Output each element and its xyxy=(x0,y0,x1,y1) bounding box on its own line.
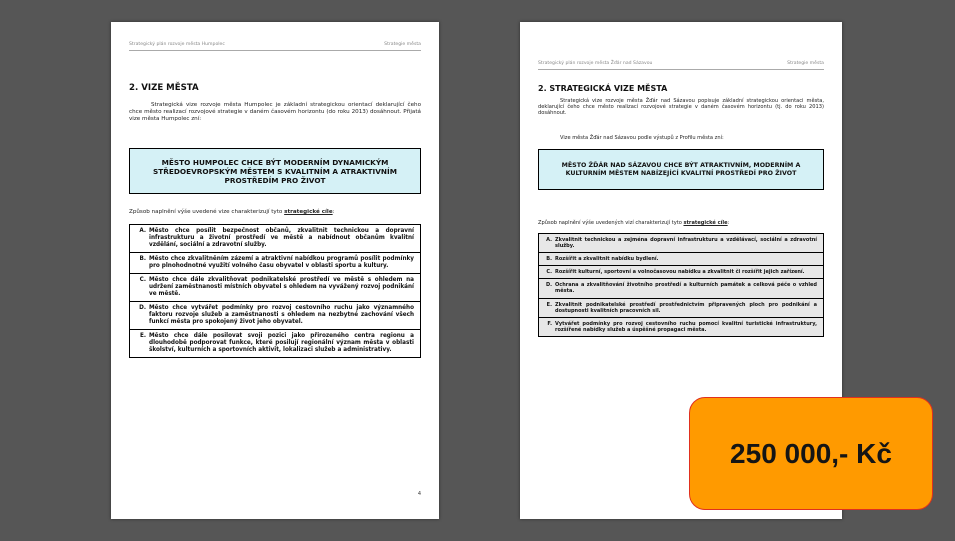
intro-paragraph: Strategická vize rozvoje města Žďár nad Sázavou popisuje základní strategickou orientaci města, deklarující čeho chce město realizací rozvojové strategie v daném časovém horizontu (tj. do roku 2013) dosáhnout. xyxy=(538,98,824,117)
goal-letter: A. xyxy=(546,237,552,243)
goal-row xyxy=(539,299,823,318)
goals-intro-text: Způsob naplnění výše uvedených vizí charakterizují tyto xyxy=(538,220,682,226)
goal-row xyxy=(539,266,823,279)
goal-letter: D. xyxy=(139,305,146,311)
goal-letter: A. xyxy=(139,228,146,234)
goal-letter: E. xyxy=(139,333,146,339)
goal-letter: F. xyxy=(547,320,552,327)
goal-text: Rozšířit a zkvalitnit nabídku bydlení. xyxy=(555,256,659,263)
goals-table xyxy=(538,233,824,337)
intro-paragraph-2: Vize města Žďár nad Sázavou podle výstupů z Profilu města zní: xyxy=(560,135,724,141)
goals-table xyxy=(129,224,421,358)
intro-paragraph: Strategická vize rozvoje města Humpolec je základní strategickou orientací deklarující čeho chce město realizací rozvojové strategie v daném časovém horizontu (do roku 2013) dosáhnout. Přijatá vize města Humpolec zní: xyxy=(129,102,421,122)
goal-text: Rozšířit kulturní, sportovní a volnočasovou nabídku a zkvalitnit či rozšířit jejich zařízení. xyxy=(555,269,805,276)
vision-box xyxy=(129,148,421,194)
goal-text: Město chce posílit bezpečnost občanů, zkvalitnit technickou a dopravní infrastrukturu a životní prostředí ve městě a nabídnout občanům kvalitní vzdělání, sociální a zdravotní služby. xyxy=(149,228,414,248)
goal-text: Ochrana a zkvalitňování životního prostředí a kulturních památek a celková péče o vzhled města. xyxy=(555,282,817,295)
goal-row xyxy=(539,279,823,298)
section-heading: 2. VIZE MĚSTA xyxy=(129,83,199,93)
goal-row xyxy=(130,302,420,330)
goal-row xyxy=(130,253,420,274)
header-divider xyxy=(129,50,421,51)
header-section: Strategie města xyxy=(787,61,824,66)
goal-letter: C. xyxy=(139,277,146,283)
page-header xyxy=(129,42,421,47)
goal-letter: E. xyxy=(546,301,552,308)
price-label: 250 000,- Kč xyxy=(730,437,892,469)
goal-letter: B. xyxy=(139,256,146,262)
goal-letter: B. xyxy=(546,256,552,263)
vision-text: MĚSTO HUMPOLEC CHCE BÝT MODERNÍM DYNAMICKÝM STŘEDOEVROPSKÝM MĚSTEM S KVALITNÍM A ATRAKTIVNÍM PROSTŘEDÍM PRO ŽIVOT xyxy=(153,157,397,185)
goal-row xyxy=(130,274,420,302)
document-page-humpolec xyxy=(111,22,439,519)
header-divider xyxy=(538,69,824,70)
price-callout xyxy=(689,397,933,510)
vision-text: MĚSTO ŽĎÁR NAD SÁZAVOU CHCE BÝT ATRAKTIVNÍM, MODERNÍM A KULTURNÍM MĚSTEM NABÍZEJÍCÍ KVALITNÍ PROSTŘEDÍ PRO ŽIVOT xyxy=(561,161,801,177)
goal-row xyxy=(130,225,420,253)
goal-letter: C. xyxy=(546,269,552,276)
goal-text: Město chce dále posilovat svoji pozici jako přirozeného centra regionu a dlouhodobě podporovat funkce, které posilují regionální význam města v oblasti školství, kulturních a sportovních aktivit, lokalizaci služeb a administrativy. xyxy=(149,333,414,353)
goal-text: Vytvářet podmínky pro rozvoj cestovního ruchu pomocí kvalitní turistické infrastruktury, rozšířené nabídky služeb a úspěšné propagaci města. xyxy=(555,320,817,333)
section-heading: 2. STRATEGICKÁ VIZE MĚSTA xyxy=(538,84,668,93)
goal-row xyxy=(539,234,823,253)
goals-intro-colon: : xyxy=(727,220,730,226)
goal-text: Město chce vytvářet podmínky pro rozvoj cestovního ruchu jako významného faktoru rozvoje služeb a zaměstnanosti s ohledem na nezbytné zachování všech funkcí města pro spokojený život jeho obyvatel. xyxy=(149,305,414,325)
vision-box xyxy=(538,149,824,190)
header-section: Strategie města xyxy=(384,42,421,47)
goal-row xyxy=(539,253,823,266)
goals-intro-colon: : xyxy=(332,209,335,215)
goal-letter: D. xyxy=(545,282,552,289)
goal-text: Město chce dále zkvalitňovat podnikatelské prostředí ve městě s ohledem na udržení zaměstnanosti místních obyvatel s ohledem na vyvážený rozvoj podnikání ve městě. xyxy=(149,277,414,297)
goal-text: Zkvalitnit technickou a zejména dopravní infrastrukturu a vzdělávací, sociální a zdravotní služby. xyxy=(555,237,817,250)
goals-intro xyxy=(129,209,421,216)
goals-intro-text: Způsob naplnění výše uvedené vize charakterizují tyto xyxy=(129,209,283,215)
goal-text: Zkvalitnit podnikatelské prostředí prostřednictvím připravených ploch pro podnikání a dostupnosti kvalitních pracovních sil. xyxy=(555,301,817,314)
goal-row xyxy=(130,330,420,357)
header-title: Strategický plán rozvoje města Žďár nad Sázavou xyxy=(538,61,653,66)
page-header xyxy=(538,61,824,66)
header-title: Strategický plán rozvoje města Humpolec xyxy=(129,42,225,47)
goals-intro xyxy=(538,220,824,226)
goals-intro-emphasis: strategické cíle xyxy=(284,209,333,215)
goal-row xyxy=(539,318,823,336)
page-number: 4 xyxy=(417,491,421,497)
goals-intro-emphasis: strategické cíle xyxy=(683,220,728,226)
goal-text: Město chce zkvalitněním zázemí a atraktivní nabídkou programů posílit podmínky pro plnohodnotné využití volného času obyvatel v oblasti sportu a kultury. xyxy=(149,256,414,269)
